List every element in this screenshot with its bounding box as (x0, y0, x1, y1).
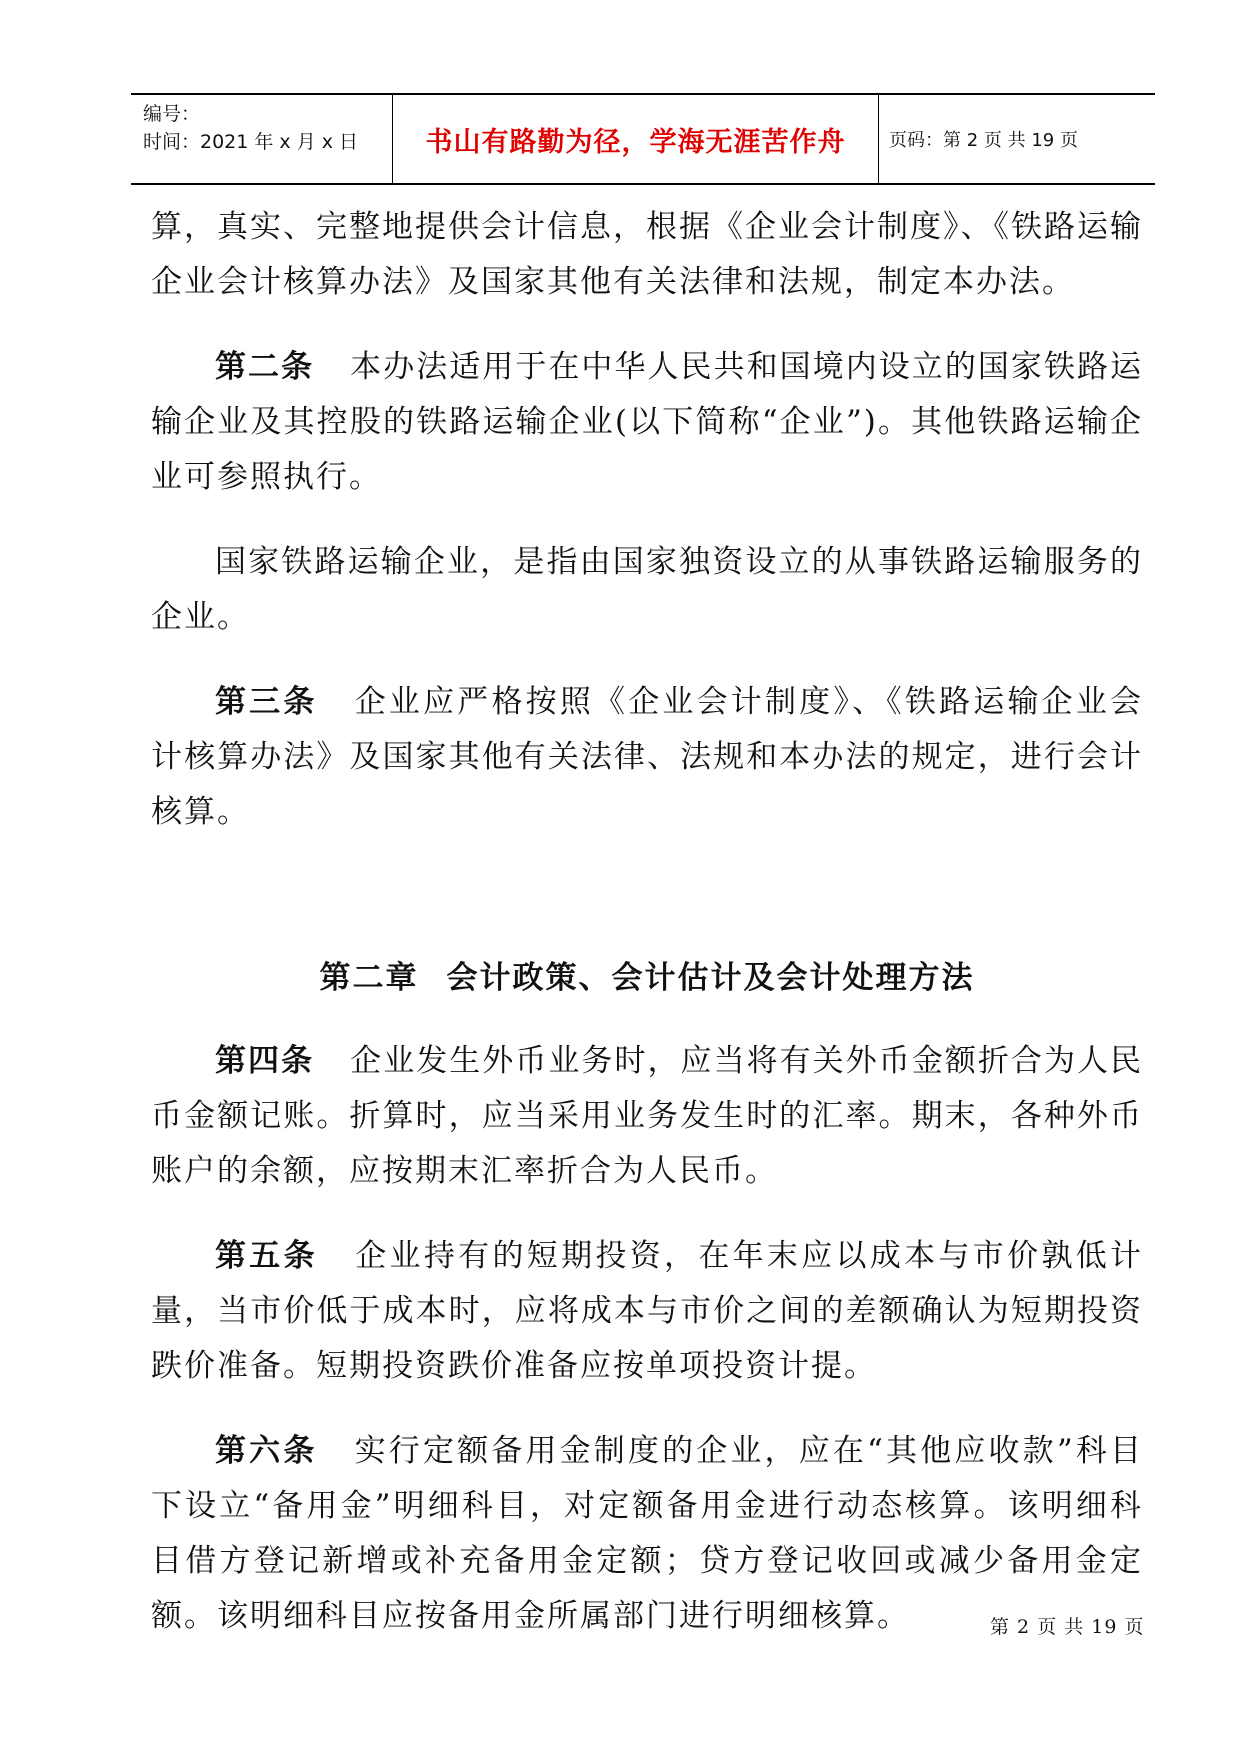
page-footer: 第 2 页 共 19 页 (990, 1616, 1145, 1638)
chapter-title: 会计政策、会计估计及会计处理方法 (446, 960, 975, 996)
chapter-number: 第二章 (319, 960, 419, 996)
article-3-title: 第三条 (215, 684, 318, 720)
paragraph-continued: 算，真实、完整地提供会计信息，根据《企业会计制度》、《铁路运输企业会计核算办法》及国家其他有关法律和法规，制定本办法。 (151, 209, 1143, 300)
article-4-title: 第四条 (215, 1043, 315, 1079)
article-6-text: 实行定额备用金制度的企业，应在“其他应收款”科目下设立“备用金”明细科目，对定额备用金进行动态核算。该明细科目借方登记新增或补充备用金定额；贷方登记收回或减少备用金定额。该明细科目应按备用金所属部门进行明细核算。 (151, 1433, 1143, 1634)
article-6-title: 第六条 (215, 1433, 318, 1469)
article-5 (151, 1229, 1143, 1394)
article-3-text: 企业应严格按照《企业会计制度》、《铁路运输企业会计核算办法》及国家其他有关法律、法规和本办法的规定，进行会计核算。 (151, 684, 1144, 830)
article-2-title: 第二条 (215, 349, 315, 385)
article-2 (151, 340, 1143, 505)
article-4-text: 企业发生外币业务时，应当将有关外币金额折合为人民币金额记账。折算时，应当采用业务发生时的汇率。期末，各种外币账户的余额，应按期末汇率折合为人民币。 (151, 1043, 1144, 1189)
header-right-cell (879, 95, 1155, 183)
article-4 (151, 1034, 1143, 1199)
document-body-bottom (151, 1034, 1143, 1644)
header-page-info: 页码：第 2 页 共 19 页 (889, 130, 1078, 151)
header-left-cell (131, 95, 393, 183)
article-5-text: 企业持有的短期投资，在年末应以成本与市价孰低计量，当市价低于成本时，应将成本与市价之间的差额确认为短期投资跌价准备。短期投资跌价准备应按单项投资计提。 (151, 1238, 1144, 1384)
article-2-definition: 国家铁路运输企业，是指由国家独资设立的从事铁路运输服务的企业。 (151, 544, 1143, 635)
header-slogan: 书山有路勤为径，学海无涯苦作舟 (425, 126, 846, 158)
article-3 (151, 675, 1143, 840)
document-body-top (151, 200, 1143, 840)
article-5-title: 第五条 (215, 1238, 318, 1274)
chapter-heading (151, 952, 1143, 997)
serial-label: 编号： (143, 103, 201, 125)
article-6 (151, 1424, 1143, 1644)
article-2-text: 本办法适用于在中华人民共和国境内设立的国家铁路运输企业及其控股的铁路运输企业(以下简称“企业”)。其他铁路运输企业可参照执行。 (151, 349, 1144, 495)
time-label: 时间：2021 年 x 月 x 日 (143, 131, 359, 153)
page-header (131, 93, 1155, 185)
header-middle-cell (393, 95, 879, 183)
